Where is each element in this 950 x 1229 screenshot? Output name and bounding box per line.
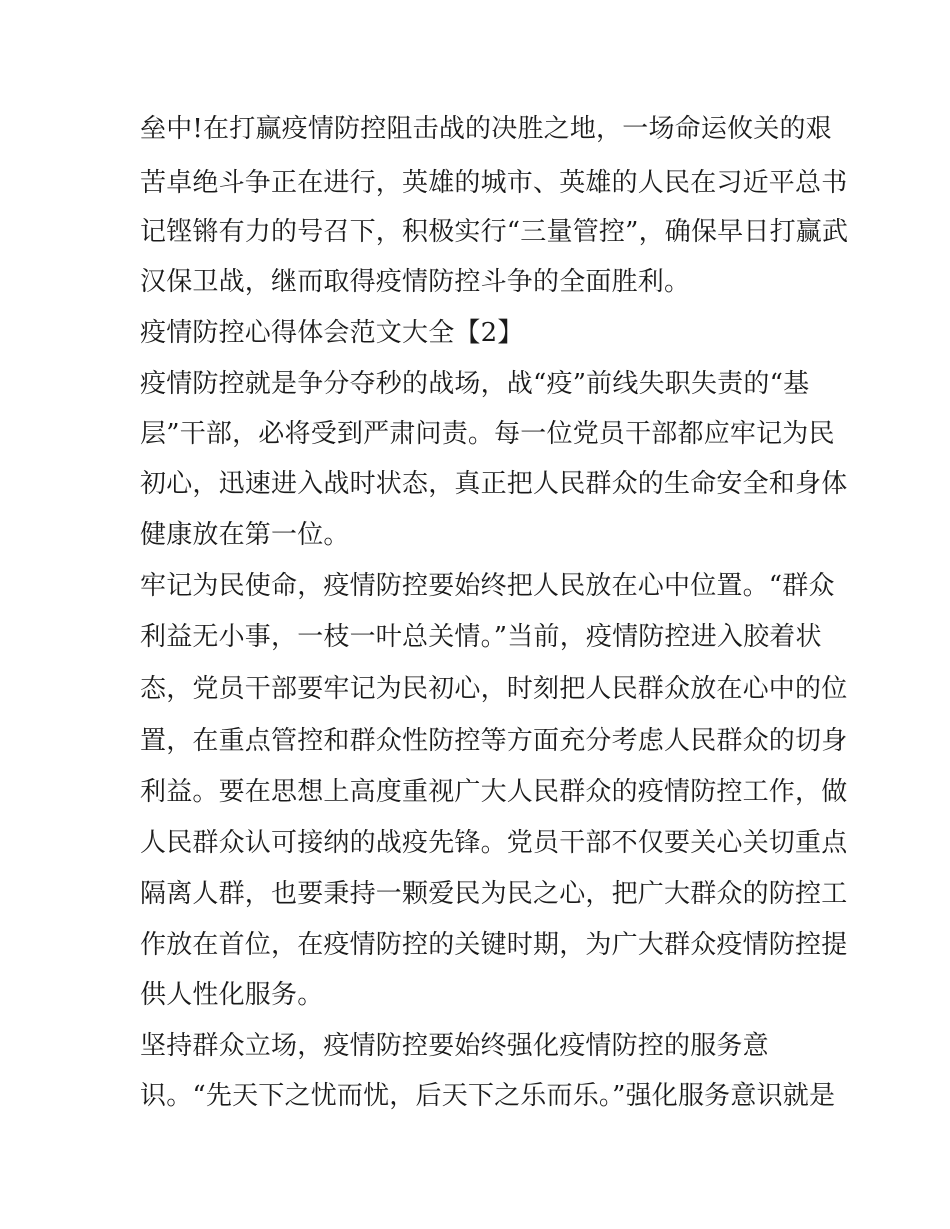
section-heading: 疫情防控心得体会范文大全【2】: [140, 318, 524, 348]
text-line: 苦卓绝斗争正在进行，英雄的城市、英雄的人民在习近平总书: [140, 168, 848, 198]
text-line: 垒中!在打赢疫情防控阻击战的决胜之地，一场命运攸关的艰: [140, 114, 832, 144]
text-line: 汉保卫战，继而取得疫情防控斗争的全面胜利。: [140, 267, 691, 297]
text-line: 记铿锵有力的号召下，积极实行“三量管控”，确保早日打赢武: [140, 217, 849, 247]
text-line: 牢记为民使命，疫情防控要始终把人民放在心中位置。“群众: [140, 571, 835, 601]
text-line: 健康放在第一位。: [140, 520, 350, 550]
text-line: 层”干部，必将受到严肃问责。每一位党员干部都应牢记为民: [140, 419, 835, 449]
text-line: 利益。要在思想上高度重视广大人民群众的疫情防控工作，做: [140, 777, 848, 807]
text-line: 初心，迅速进入战时状态，真正把人民群众的生命安全和身体: [140, 469, 848, 499]
text-line: 隔离人群，也要秉持一颗爱民为民之心，把广大群众的防控工: [140, 879, 848, 909]
text-line: 置，在重点管控和群众性防控等方面充分考虑人民群众的切身: [140, 726, 848, 756]
text-line: 态，党员干部要牢记为民初心，时刻把人民群众放在心中的位: [140, 674, 848, 704]
text-line: 人民群众认可接纳的战疫先锋。党员干部不仅要关心关切重点: [140, 828, 848, 858]
text-line: 利益无小事，一枝一叶总关情。”当前，疫情防控进入胶着状: [140, 622, 822, 652]
text-line: 供人性化服务。: [140, 980, 324, 1010]
text-line: 作放在首位，在疫情防控的关键时期，为广大群众疫情防控提: [140, 930, 848, 960]
text-line: 识。“先天下之忧而忧，后天下之乐而乐。”强化服务意识就是: [140, 1081, 836, 1111]
text-line: 坚持群众立场，疫情防控要始终强化疫情防控的服务意: [140, 1031, 769, 1061]
text-line: 疫情防控就是争分夺秒的战场，战“疫”前线失职失责的“基: [140, 369, 810, 399]
